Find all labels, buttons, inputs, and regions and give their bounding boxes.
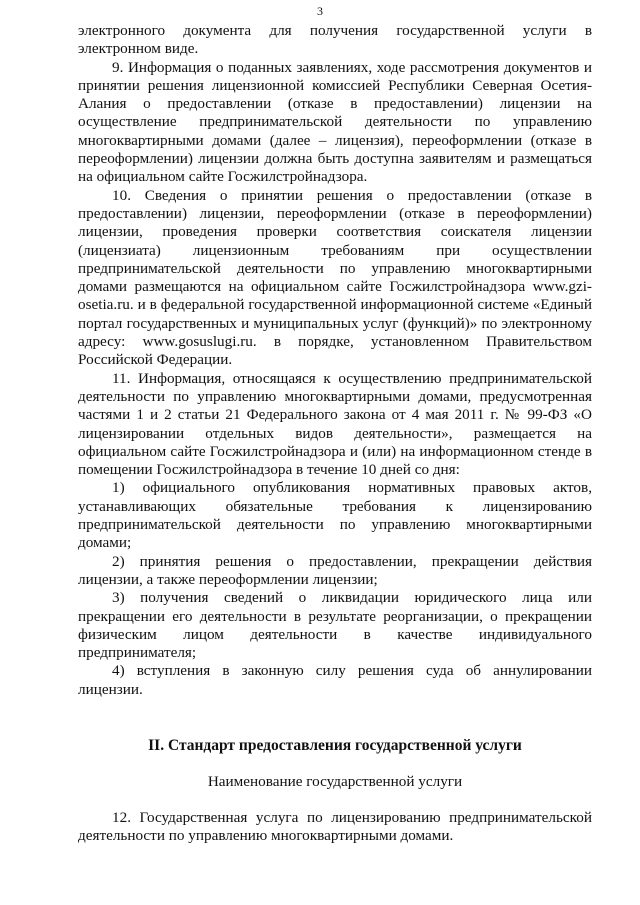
list-item-1: 1) официального опубликования нормативных правовых актов, устанавливающих обязательные требования к лицензированию предпринимательской деятельности по управлению многоквартирными домами; xyxy=(78,479,592,552)
section-heading: II. Стандарт предоставления государственной услуги xyxy=(148,736,522,754)
section-subheading: Наименование государственной услуги xyxy=(207,772,463,790)
page-number: 3 xyxy=(317,4,323,18)
paragraph-continuation: электронного документа для получения государственной услуги в электронном виде. xyxy=(78,22,592,58)
list-item-3: 3) получения сведений о ликвидации юридического лица или прекращении его деятельности в результате реорганизации, о прекращении физическим лицом деятельности в качестве индивидуального предпринимателя; xyxy=(78,589,592,662)
paragraph-10: 10. Сведения о принятии решения о предоставлении (отказе в предоставлении) лицензии, переоформлении (отказе в переоформлении) лицензии, проведения проверки соответствия соискателя лицензии (лицензиата) лицензионным требованиям при осуществлении предпринимательской деятельности по управлению многоквартирными домами размещаются на официальном сайте Госжилстройнадзора www.gzi-osetia.ru. и в федеральной государственной информационной системе «Единый портал государственных и муниципальных услуг (функций)» по электронному адресу: www.gosuslugi.ru. в порядке, установленном Правительством Российской Федерации. xyxy=(78,186,592,369)
paragraph-9: 9. Информация о поданных заявлениях, ходе рассмотрения документов и принятии решения лицензионной комиссией Республики Северная Осетия-Алания о предоставлении (отказе в предоставлении) лицензии на осуществление предпринимательской деятельности по управлению многоквартирными домами (далее – лицензия), переоформлении (отказе в переоформлении) лицензии должна быть доступна заявителям и размещаться на официальном сайте Госжилстройнадзора. xyxy=(78,58,592,186)
list-item-2: 2) принятия решения о предоставлении, прекращении действия лицензии, а также переоформлении лицензии; xyxy=(78,552,592,588)
document-body xyxy=(78,22,592,846)
list-item-4: 4) вступления в законную силу решения суда об аннулировании лицензии. xyxy=(78,662,592,698)
paragraph-12: 12. Государственная услуга по лицензированию предпринимательской деятельности по управлению многоквартирными домами. xyxy=(78,808,592,845)
paragraph-11: 11. Информация, относящаяся к осуществлению предпринимательской деятельности по управлению многоквартирными домами, предусмотренная частями 1 и 2 статьи 21 Федерального закона от 4 мая 2011 г. № 99-ФЗ «О лицензировании отдельных видов деятельности», размещается на официальном сайте Госжилстройнадзора и (или) на информационном стенде в помещении Госжилстройнадзора в течение 10 дней со дня: xyxy=(78,369,592,479)
